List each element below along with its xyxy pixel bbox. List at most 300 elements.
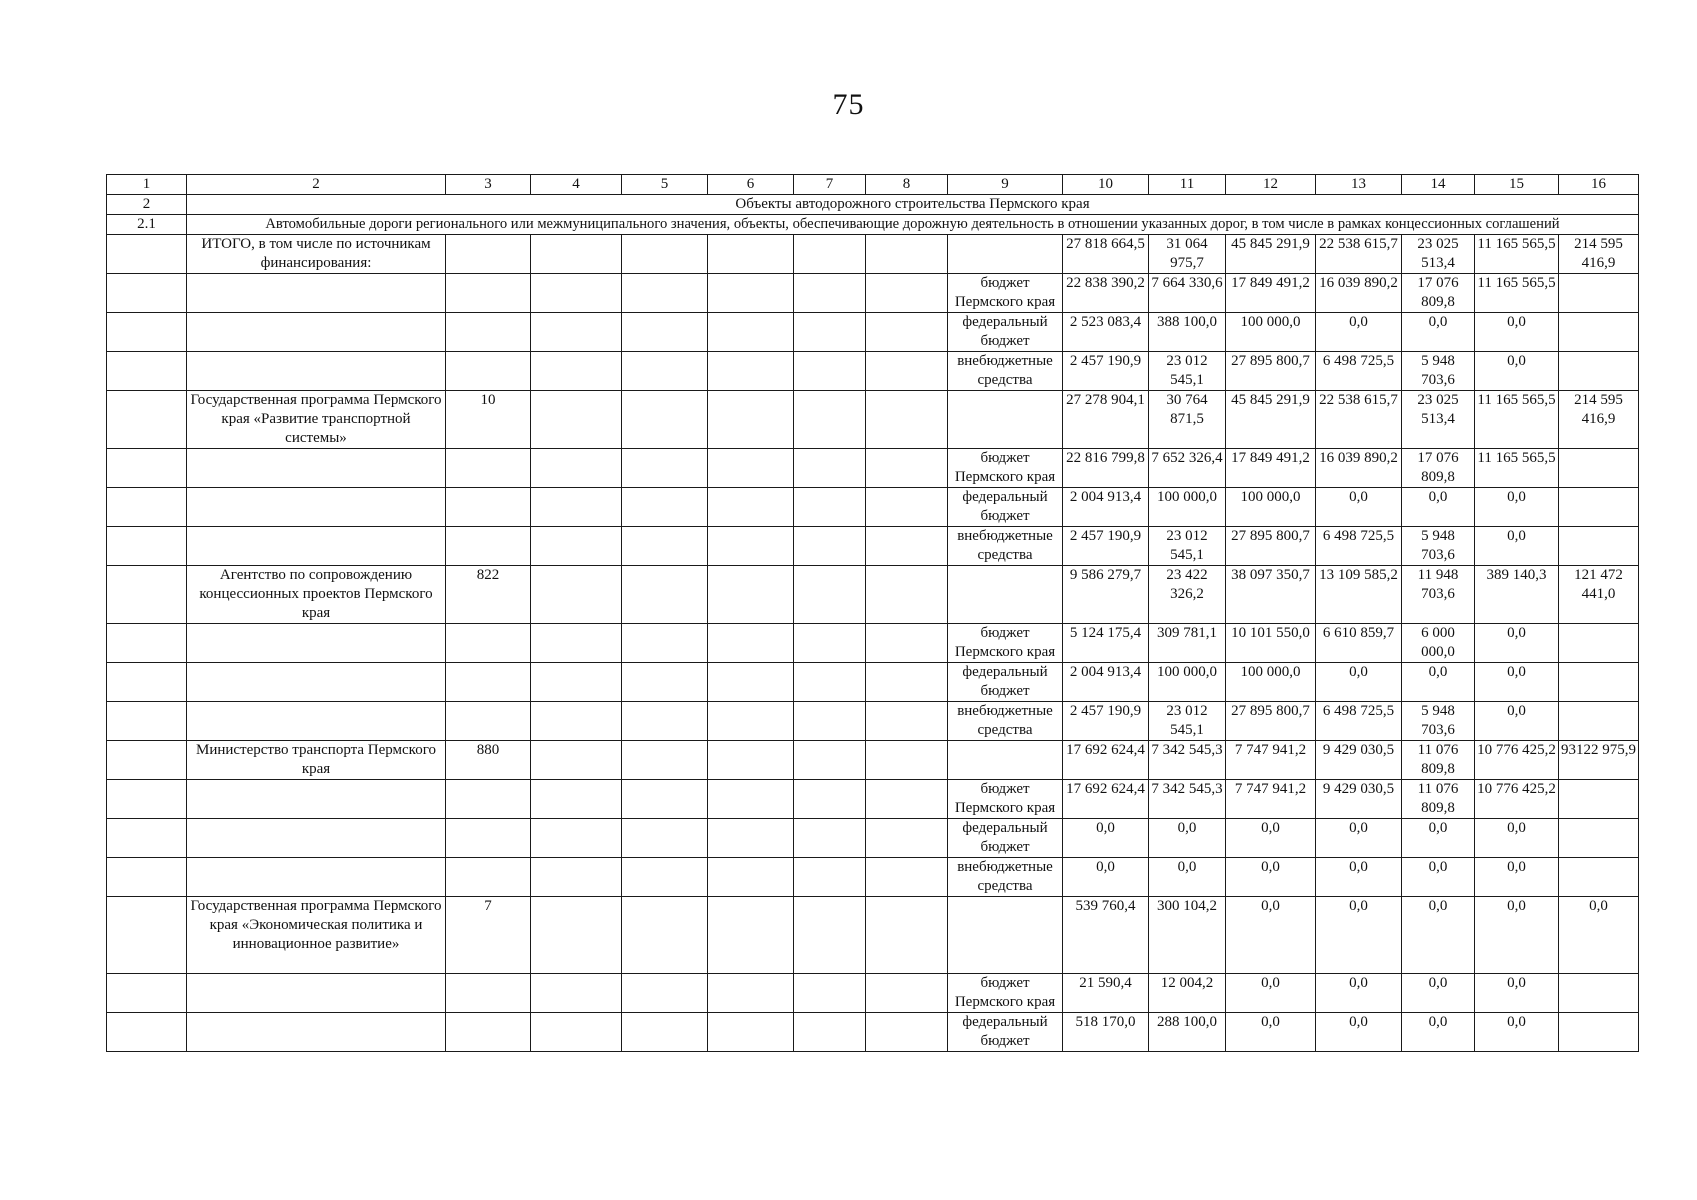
value-col11-cell: 30 764 871,5 (1149, 391, 1226, 449)
value-col11-cell: 388 100,0 (1149, 313, 1226, 352)
table-row (107, 624, 1639, 663)
value-col11-cell: 288 100,0 (1149, 1013, 1226, 1052)
row-name-cell (187, 488, 446, 527)
value-col12-cell: 100 000,0 (1226, 488, 1316, 527)
row-code-cell (446, 663, 531, 702)
value-col10-cell: 2 004 913,4 (1063, 663, 1149, 702)
page-number: 75 (832, 88, 865, 121)
value-col12-cell: 0,0 (1226, 858, 1316, 897)
funding-source-cell: федеральный бюджет (948, 1013, 1063, 1052)
table-row (107, 780, 1639, 819)
value-col13-cell: 6 498 725,5 (1316, 352, 1402, 391)
value-col16-cell (1559, 313, 1639, 352)
empty-cell (794, 235, 866, 274)
value-col15-cell: 0,0 (1475, 352, 1559, 391)
value-col16-cell: 214 595 416,9 (1559, 391, 1639, 449)
value-col15-cell: 11 165 565,5 (1475, 391, 1559, 449)
empty-cell (708, 624, 794, 663)
value-col14-cell: 0,0 (1402, 313, 1475, 352)
table-row (107, 974, 1639, 1013)
empty-cell (531, 1013, 622, 1052)
empty-cell (866, 527, 948, 566)
table-row (107, 391, 1639, 449)
row-code-cell (446, 449, 531, 488)
value-col11-cell: 300 104,2 (1149, 897, 1226, 974)
row-code-cell: 7 (446, 897, 531, 974)
empty-cell (531, 313, 622, 352)
table-row (107, 235, 1639, 274)
value-col14-cell: 0,0 (1402, 1013, 1475, 1052)
empty-cell (708, 702, 794, 741)
value-col10-cell: 2 457 190,9 (1063, 702, 1149, 741)
value-col16-cell (1559, 527, 1639, 566)
empty-cell (708, 780, 794, 819)
value-col11-cell: 309 781,1 (1149, 624, 1226, 663)
empty-cell (622, 897, 708, 974)
empty-cell (622, 527, 708, 566)
row-code-cell (446, 235, 531, 274)
row-number-cell (107, 974, 187, 1013)
value-col12-cell: 7 747 941,2 (1226, 741, 1316, 780)
value-col11-cell: 23 012 545,1 (1149, 702, 1226, 741)
empty-cell (866, 235, 948, 274)
value-col12-cell: 10 101 550,0 (1226, 624, 1316, 663)
row-code-cell (446, 974, 531, 1013)
row-name-cell (187, 663, 446, 702)
empty-cell (866, 663, 948, 702)
value-col13-cell: 6 610 859,7 (1316, 624, 1402, 663)
value-col10-cell: 5 124 175,4 (1063, 624, 1149, 663)
empty-cell (622, 274, 708, 313)
table-row (107, 488, 1639, 527)
row-name-cell (187, 449, 446, 488)
value-col15-cell: 11 165 565,5 (1475, 235, 1559, 274)
value-col11-cell: 0,0 (1149, 858, 1226, 897)
section-row (107, 195, 1639, 215)
value-col15-cell: 0,0 (1475, 819, 1559, 858)
value-col13-cell: 16 039 890,2 (1316, 449, 1402, 488)
value-col13-cell: 0,0 (1316, 313, 1402, 352)
empty-cell (622, 566, 708, 624)
value-col10-cell: 27 278 904,1 (1063, 391, 1149, 449)
value-col12-cell: 27 895 800,7 (1226, 527, 1316, 566)
row-number-cell (107, 235, 187, 274)
table-row (107, 702, 1639, 741)
row-number-cell (107, 488, 187, 527)
row-number-cell (107, 624, 187, 663)
funding-source-cell: бюджет Пермского края (948, 780, 1063, 819)
value-col15-cell: 0,0 (1475, 663, 1559, 702)
empty-cell (794, 352, 866, 391)
funding-source-cell: внебюджетные средства (948, 352, 1063, 391)
column-number: 9 (948, 175, 1063, 195)
row-number-cell (107, 858, 187, 897)
empty-cell (866, 702, 948, 741)
value-col15-cell: 0,0 (1475, 897, 1559, 974)
column-number: 8 (866, 175, 948, 195)
row-number-cell (107, 449, 187, 488)
empty-cell (531, 566, 622, 624)
table-row (107, 313, 1639, 352)
empty-cell (794, 488, 866, 527)
value-col15-cell: 11 165 565,5 (1475, 449, 1559, 488)
empty-cell (708, 274, 794, 313)
empty-cell (794, 624, 866, 663)
row-name-cell (187, 313, 446, 352)
value-col10-cell: 2 523 083,4 (1063, 313, 1149, 352)
empty-cell (531, 974, 622, 1013)
value-col15-cell: 0,0 (1475, 1013, 1559, 1052)
value-col11-cell: 0,0 (1149, 819, 1226, 858)
column-number: 3 (446, 175, 531, 195)
value-col14-cell: 11 948 703,6 (1402, 566, 1475, 624)
value-col12-cell: 38 097 350,7 (1226, 566, 1316, 624)
value-col13-cell: 6 498 725,5 (1316, 702, 1402, 741)
value-col13-cell: 22 538 615,7 (1316, 391, 1402, 449)
section-number: 2 (107, 195, 187, 215)
empty-cell (794, 858, 866, 897)
row-code-cell (446, 527, 531, 566)
value-col10-cell: 17 692 624,4 (1063, 741, 1149, 780)
table-row (107, 274, 1639, 313)
column-number: 4 (531, 175, 622, 195)
empty-cell (708, 352, 794, 391)
empty-cell (794, 663, 866, 702)
value-col11-cell: 23 012 545,1 (1149, 352, 1226, 391)
table-row (107, 897, 1639, 974)
empty-cell (708, 566, 794, 624)
row-number-cell (107, 1013, 187, 1052)
value-col14-cell: 5 948 703,6 (1402, 702, 1475, 741)
empty-cell (531, 391, 622, 449)
value-col16-cell (1559, 974, 1639, 1013)
funding-source-cell: внебюджетные средства (948, 702, 1063, 741)
empty-cell (866, 897, 948, 974)
column-number: 12 (1226, 175, 1316, 195)
empty-cell (622, 702, 708, 741)
empty-cell (794, 527, 866, 566)
value-col12-cell: 7 747 941,2 (1226, 780, 1316, 819)
row-code-cell: 10 (446, 391, 531, 449)
empty-cell (794, 391, 866, 449)
empty-cell (622, 741, 708, 780)
column-number: 11 (1149, 175, 1226, 195)
empty-cell (531, 624, 622, 663)
empty-cell (794, 897, 866, 974)
value-col10-cell: 2 004 913,4 (1063, 488, 1149, 527)
value-col11-cell: 100 000,0 (1149, 663, 1226, 702)
value-col16-cell (1559, 858, 1639, 897)
value-col16-cell (1559, 352, 1639, 391)
empty-cell (708, 858, 794, 897)
empty-cell (531, 741, 622, 780)
value-col14-cell: 11 076 809,8 (1402, 741, 1475, 780)
row-number-cell (107, 897, 187, 974)
value-col13-cell: 22 538 615,7 (1316, 235, 1402, 274)
value-col16-cell (1559, 819, 1639, 858)
value-col11-cell: 7 342 545,3 (1149, 780, 1226, 819)
funding-source-cell (948, 391, 1063, 449)
funding-source-cell (948, 566, 1063, 624)
row-number-cell (107, 663, 187, 702)
row-name-cell: Агентство по сопровождению концессионных проектов Пермского края (187, 566, 446, 624)
column-number: 15 (1475, 175, 1559, 195)
subsection-row (107, 215, 1639, 235)
empty-cell (794, 702, 866, 741)
empty-cell (622, 819, 708, 858)
value-col15-cell: 0,0 (1475, 488, 1559, 527)
row-name-cell (187, 974, 446, 1013)
empty-cell (531, 449, 622, 488)
value-col15-cell: 0,0 (1475, 974, 1559, 1013)
table-row (107, 819, 1639, 858)
value-col15-cell: 389 140,3 (1475, 566, 1559, 624)
value-col12-cell: 100 000,0 (1226, 663, 1316, 702)
value-col11-cell: 100 000,0 (1149, 488, 1226, 527)
column-number: 2 (187, 175, 446, 195)
table-row (107, 1013, 1639, 1052)
column-number: 14 (1402, 175, 1475, 195)
empty-cell (866, 313, 948, 352)
value-col12-cell: 0,0 (1226, 819, 1316, 858)
empty-cell (622, 663, 708, 702)
empty-cell (622, 624, 708, 663)
empty-cell (794, 741, 866, 780)
value-col10-cell: 2 457 190,9 (1063, 527, 1149, 566)
row-code-cell (446, 858, 531, 897)
value-col13-cell: 0,0 (1316, 974, 1402, 1013)
funding-source-cell (948, 235, 1063, 274)
funding-source-cell (948, 897, 1063, 974)
value-col11-cell: 7 342 545,3 (1149, 741, 1226, 780)
empty-cell (708, 974, 794, 1013)
value-col12-cell: 17 849 491,2 (1226, 274, 1316, 313)
subsection-number: 2.1 (107, 215, 187, 235)
value-col10-cell: 539 760,4 (1063, 897, 1149, 974)
empty-cell (708, 313, 794, 352)
column-number: 13 (1316, 175, 1402, 195)
value-col10-cell: 9 586 279,7 (1063, 566, 1149, 624)
empty-cell (622, 391, 708, 449)
value-col16-cell (1559, 274, 1639, 313)
empty-cell (866, 566, 948, 624)
value-col14-cell: 6 000 000,0 (1402, 624, 1475, 663)
value-col11-cell: 7 652 326,4 (1149, 449, 1226, 488)
value-col10-cell: 2 457 190,9 (1063, 352, 1149, 391)
value-col10-cell: 27 818 664,5 (1063, 235, 1149, 274)
empty-cell (622, 235, 708, 274)
empty-cell (866, 391, 948, 449)
empty-cell (866, 974, 948, 1013)
value-col10-cell: 22 838 390,2 (1063, 274, 1149, 313)
value-col16-cell (1559, 449, 1639, 488)
value-col15-cell: 10 776 425,2 (1475, 741, 1559, 780)
row-number-cell (107, 313, 187, 352)
empty-cell (794, 780, 866, 819)
value-col14-cell: 11 076 809,8 (1402, 780, 1475, 819)
empty-cell (531, 527, 622, 566)
empty-cell (622, 974, 708, 1013)
value-col13-cell: 16 039 890,2 (1316, 274, 1402, 313)
empty-cell (531, 819, 622, 858)
empty-cell (622, 1013, 708, 1052)
row-name-cell (187, 780, 446, 819)
value-col12-cell: 45 845 291,9 (1226, 391, 1316, 449)
column-number: 16 (1559, 175, 1639, 195)
value-col16-cell: 0,0 (1559, 897, 1639, 974)
empty-cell (531, 488, 622, 527)
row-code-cell (446, 624, 531, 663)
empty-cell (708, 663, 794, 702)
table-row (107, 449, 1639, 488)
table-row (107, 527, 1639, 566)
empty-cell (531, 663, 622, 702)
empty-cell (794, 819, 866, 858)
table-row (107, 566, 1639, 624)
value-col13-cell: 9 429 030,5 (1316, 780, 1402, 819)
column-number-row (107, 175, 1639, 195)
empty-cell (866, 858, 948, 897)
column-number: 10 (1063, 175, 1149, 195)
value-col10-cell: 0,0 (1063, 858, 1149, 897)
value-col14-cell: 0,0 (1402, 488, 1475, 527)
empty-cell (866, 624, 948, 663)
table-row (107, 858, 1639, 897)
value-col14-cell: 0,0 (1402, 819, 1475, 858)
value-col14-cell: 0,0 (1402, 974, 1475, 1013)
value-col13-cell: 9 429 030,5 (1316, 741, 1402, 780)
row-code-cell: 822 (446, 566, 531, 624)
value-col16-cell (1559, 663, 1639, 702)
row-name-cell (187, 274, 446, 313)
empty-cell (708, 897, 794, 974)
value-col14-cell: 23 025 513,4 (1402, 391, 1475, 449)
empty-cell (622, 313, 708, 352)
table-row (107, 663, 1639, 702)
value-col13-cell: 13 109 585,2 (1316, 566, 1402, 624)
value-col11-cell: 31 064 975,7 (1149, 235, 1226, 274)
empty-cell (622, 858, 708, 897)
column-number: 6 (708, 175, 794, 195)
empty-cell (531, 702, 622, 741)
row-name-cell (187, 819, 446, 858)
value-col12-cell: 27 895 800,7 (1226, 352, 1316, 391)
empty-cell (622, 488, 708, 527)
row-number-cell (107, 274, 187, 313)
empty-cell (866, 488, 948, 527)
row-name-cell: Государственная программа Пермского края «Экономическая политика и инновационное развитие» (187, 897, 446, 974)
value-col13-cell: 0,0 (1316, 858, 1402, 897)
value-col16-cell (1559, 780, 1639, 819)
empty-cell (794, 566, 866, 624)
funding-source-cell: бюджет Пермского края (948, 974, 1063, 1013)
empty-cell (622, 449, 708, 488)
column-number: 7 (794, 175, 866, 195)
budget-table (106, 174, 1639, 1052)
funding-source-cell: федеральный бюджет (948, 488, 1063, 527)
row-name-cell (187, 858, 446, 897)
row-name-cell: Министерство транспорта Пермского края (187, 741, 446, 780)
row-name-cell (187, 702, 446, 741)
value-col14-cell: 5 948 703,6 (1402, 352, 1475, 391)
empty-cell (708, 449, 794, 488)
row-number-cell (107, 352, 187, 391)
value-col14-cell: 23 025 513,4 (1402, 235, 1475, 274)
empty-cell (531, 352, 622, 391)
funding-source-cell (948, 741, 1063, 780)
row-number-cell (107, 780, 187, 819)
empty-cell (708, 1013, 794, 1052)
value-col16-cell: 214 595 416,9 (1559, 235, 1639, 274)
value-col13-cell: 6 498 725,5 (1316, 527, 1402, 566)
value-col16-cell: 93122 975,9 (1559, 741, 1639, 780)
value-col12-cell: 27 895 800,7 (1226, 702, 1316, 741)
empty-cell (622, 780, 708, 819)
empty-cell (794, 449, 866, 488)
value-col13-cell: 0,0 (1316, 663, 1402, 702)
empty-cell (866, 352, 948, 391)
value-col14-cell: 0,0 (1402, 858, 1475, 897)
value-col15-cell: 0,0 (1475, 313, 1559, 352)
empty-cell (531, 235, 622, 274)
value-col13-cell: 0,0 (1316, 488, 1402, 527)
value-col11-cell: 23 012 545,1 (1149, 527, 1226, 566)
value-col10-cell: 0,0 (1063, 819, 1149, 858)
value-col16-cell (1559, 702, 1639, 741)
empty-cell (531, 897, 622, 974)
value-col12-cell: 0,0 (1226, 897, 1316, 974)
row-name-cell (187, 527, 446, 566)
empty-cell (794, 274, 866, 313)
row-number-cell (107, 566, 187, 624)
row-name-cell: Государственная программа Пермского края «Развитие транспортной системы» (187, 391, 446, 449)
value-col12-cell: 45 845 291,9 (1226, 235, 1316, 274)
value-col13-cell: 0,0 (1316, 897, 1402, 974)
funding-source-cell: федеральный бюджет (948, 313, 1063, 352)
column-number: 1 (107, 175, 187, 195)
empty-cell (531, 274, 622, 313)
value-col12-cell: 100 000,0 (1226, 313, 1316, 352)
row-code-cell (446, 819, 531, 858)
row-number-cell (107, 527, 187, 566)
value-col11-cell: 12 004,2 (1149, 974, 1226, 1013)
row-code-cell (446, 274, 531, 313)
row-name-cell (187, 352, 446, 391)
empty-cell (866, 1013, 948, 1052)
empty-cell (794, 1013, 866, 1052)
funding-source-cell: бюджет Пермского края (948, 449, 1063, 488)
value-col14-cell: 0,0 (1402, 897, 1475, 974)
funding-source-cell: внебюджетные средства (948, 527, 1063, 566)
row-name-cell (187, 1013, 446, 1052)
value-col10-cell: 17 692 624,4 (1063, 780, 1149, 819)
empty-cell (531, 780, 622, 819)
row-code-cell (446, 780, 531, 819)
row-number-cell (107, 819, 187, 858)
value-col15-cell: 10 776 425,2 (1475, 780, 1559, 819)
section-title: Объекты автодорожного строительства Пермского края (187, 195, 1639, 215)
value-col11-cell: 23 422 326,2 (1149, 566, 1226, 624)
funding-source-cell: федеральный бюджет (948, 663, 1063, 702)
value-col12-cell: 17 849 491,2 (1226, 449, 1316, 488)
empty-cell (708, 527, 794, 566)
empty-cell (708, 819, 794, 858)
value-col16-cell: 121 472 441,0 (1559, 566, 1639, 624)
table-row (107, 741, 1639, 780)
funding-source-cell: бюджет Пермского края (948, 624, 1063, 663)
empty-cell (866, 449, 948, 488)
row-code-cell (446, 1013, 531, 1052)
